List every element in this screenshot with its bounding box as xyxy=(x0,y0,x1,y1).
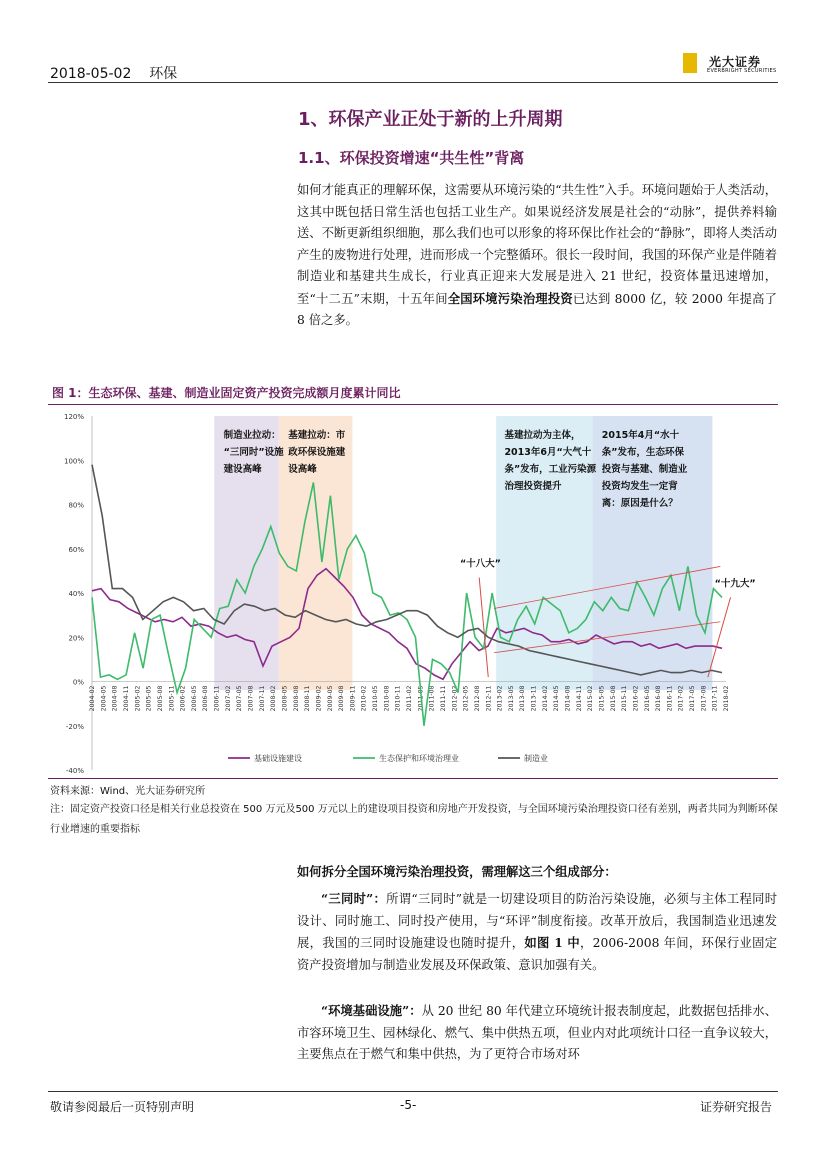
footer-divider xyxy=(48,1091,778,1092)
figure-bottom-rule xyxy=(48,778,778,779)
paragraph-breakdown-intro: 如何拆分全国环境污染治理投资，需理解这三个组成部分： xyxy=(297,864,617,879)
paragraph-infrastructure: “环境基础设施”：从 20 世纪 80 年代建立环境统计报表制度起，此数据包括排水、市容环境卫生、园林绿化、燃气、集中供热五项，但业内对此项统计口径一直争议较大，主要焦点在于燃气和集中供热，为了更符合市场对环 xyxy=(297,1003,777,1061)
x-tick-label: 2017-11 xyxy=(711,685,719,712)
header-divider xyxy=(48,82,778,83)
x-tick-label: 2017-02 xyxy=(677,685,685,712)
annotation-text: 基建拉动：市 xyxy=(288,430,346,441)
x-tick-label: 2005-05 xyxy=(145,685,153,712)
annotation-text: 治理投资提升 xyxy=(504,481,562,492)
x-tick-label: 2016-05 xyxy=(643,685,651,712)
x-tick-label: 2014-05 xyxy=(553,685,561,712)
x-tick-label: 2008-05 xyxy=(281,685,289,712)
section-subtitle: 1.1、环保投资增速“共生性”背离 xyxy=(298,149,525,167)
annotation-text: 政环保设施建 xyxy=(288,447,346,458)
x-tick-label: 2008-08 xyxy=(292,685,300,712)
x-tick-label: 2013-05 xyxy=(507,685,515,712)
x-tick-label: 2010-02 xyxy=(360,685,368,712)
x-tick-label: 2010-05 xyxy=(372,685,380,712)
y-tick-label: -20% xyxy=(65,722,84,731)
page-number: -5- xyxy=(400,1098,417,1112)
x-tick-label: 2014-08 xyxy=(564,685,572,712)
figure-source: 资料来源：Wind、光大证券研究所 xyxy=(50,786,206,797)
x-tick-label: 2006-02 xyxy=(179,685,187,712)
x-tick-label: 2018-02 xyxy=(723,685,730,712)
x-tick-label: 2004-11 xyxy=(122,685,130,712)
x-tick-label: 2012-02 xyxy=(451,685,459,712)
x-tick-label: 2004-08 xyxy=(111,685,119,712)
x-tick-label: 2011-11 xyxy=(439,685,447,712)
x-tick-label: 2013-11 xyxy=(530,685,538,712)
x-tick-label: 2012-11 xyxy=(485,685,493,712)
x-tick-label: 2009-08 xyxy=(338,685,346,712)
y-tick-label: 100% xyxy=(63,457,84,466)
x-tick-label: 2013-08 xyxy=(519,685,527,712)
footer-disclaimer: 敬请参阅最后一页特别声明 xyxy=(50,1100,195,1114)
x-tick-label: 2015-08 xyxy=(609,685,617,712)
x-tick-label: 2013-02 xyxy=(496,685,504,712)
annotation-box-2 xyxy=(282,424,362,481)
legend-item-3 xyxy=(498,753,548,763)
x-tick-label: 2016-11 xyxy=(666,685,674,712)
x-tick-label: 2014-02 xyxy=(541,685,549,712)
annotation-18th-congress: “十八大” xyxy=(459,558,501,570)
x-tick-label: 2009-11 xyxy=(349,685,357,712)
x-tick-label: 2017-05 xyxy=(689,685,697,712)
logo-text: 光大证券 xyxy=(709,55,762,69)
annotation-text: 离：原因是什么？ xyxy=(601,498,678,509)
x-tick-label: 2015-05 xyxy=(598,685,606,712)
logo-subtext: EVERBRIGHT SECURITIES xyxy=(707,68,777,74)
x-tick-label: 2004-02 xyxy=(89,685,96,712)
x-tick-label: 2017-08 xyxy=(700,685,708,712)
y-tick-label: -40% xyxy=(65,767,84,775)
header-date: 2018-05-02 环保 xyxy=(50,66,178,82)
x-tick-label: 2015-11 xyxy=(621,685,629,712)
x-tick-label: 2014-11 xyxy=(575,685,583,712)
section-title: 1、环保产业正处于新的上升周期 xyxy=(298,109,563,130)
legend-label: 制造业 xyxy=(524,754,548,763)
x-tick-label: 2004-05 xyxy=(100,685,108,712)
y-tick-label: 120% xyxy=(63,413,84,421)
y-tick-label: 80% xyxy=(68,501,84,510)
annotation-text: 2013年6月“大气十 xyxy=(504,447,592,458)
figure-caption: 图 1：生态环保、基建、制造业固定资产投资完成额月度累计同比 xyxy=(52,386,401,400)
x-tick-label: 2011-02 xyxy=(406,685,413,712)
x-tick-label: 2005-02 xyxy=(134,685,142,712)
x-tick-label: 2012-05 xyxy=(462,685,470,712)
x-tick-label: 2006-08 xyxy=(202,685,210,712)
x-tick-label: 2016-08 xyxy=(655,685,663,712)
paragraph-intro: 如何才能真正的理解环保，这需要从环境污染的“共生性”入手。环境问题始于人类活动，这其中既包括日常生活也包括工业生产。如果说经济发展是社会的“动脉”，提供养料输送、不断更新组织细胞，那么我们也可以形象的将环保比作社会的“静脉”，即将人类活动产生的废物进行处理，进而形成一个完整循环。很长一段时间，我国的环保产业是伴随着制造业和基建共生成长，行业真正迎来大发展是进入 21 世纪，投资体量迅速增加，至“十二五”末期，十五年间全国环境污染治理投资已达到 8000 亿，较 2000 年提高了 8 倍之多。 xyxy=(297,183,777,327)
legend-item-1 xyxy=(228,753,302,763)
annotation-box-4 xyxy=(596,424,716,515)
x-tick-label: 2006-11 xyxy=(213,685,221,712)
x-tick-label: 2007-02 xyxy=(224,685,232,712)
x-tick-label: 2011-05 xyxy=(417,685,425,712)
x-tick-label: 2011-08 xyxy=(428,685,436,712)
investment-growth-chart xyxy=(48,408,778,776)
y-tick-label: 20% xyxy=(68,634,84,643)
legend-label: 基础设施建设 xyxy=(254,754,302,763)
x-tick-label: 2006-05 xyxy=(190,685,198,712)
x-tick-label: 2015-02 xyxy=(587,685,595,712)
x-tick-label: 2005-08 xyxy=(156,685,164,712)
x-tick-label: 2009-05 xyxy=(326,685,334,712)
annotation-text: 条”发布，生态环保 xyxy=(601,447,685,458)
x-tick-label: 2007-08 xyxy=(247,685,255,712)
footer-report-type: 证券研究报告 xyxy=(700,1100,773,1114)
annotation-text: 制造业拉动： xyxy=(223,430,281,441)
annotation-text: “三同时”设施 xyxy=(223,447,284,458)
annotation-text: 建设高峰 xyxy=(223,464,262,475)
x-tick-label: 2012-08 xyxy=(473,685,481,712)
annotation-text: 投资均发生一定背 xyxy=(601,481,678,492)
y-tick-label: 60% xyxy=(68,545,84,554)
x-tick-label: 2005-11 xyxy=(168,685,176,712)
x-tick-label: 2007-05 xyxy=(236,685,244,712)
header-category: 环保 xyxy=(149,66,178,82)
annotation-text: 条”发布，工业污染源 xyxy=(504,464,597,475)
x-tick-label: 2010-08 xyxy=(383,685,391,712)
figure-note: 注：固定资产投资口径是相关行业总投资在 500 万元及500 万元以上的建设项目投资和房地产开发投资，与全国环境污染治理投资口径有差别，两者共同为判断环保行业增速的重要指标 xyxy=(50,804,778,835)
y-tick-label: 0% xyxy=(72,678,84,687)
annotation-text: 2015年4月“水十 xyxy=(601,430,680,441)
x-tick-label: 2008-02 xyxy=(270,685,278,712)
annotation-19th-congress: “十九大” xyxy=(714,578,756,590)
paragraph-three-simultaneous: “三同时”：所谓“三同时”就是一切建设项目的防治污染设施，必须与主体工程同时设计、同时施工、同时投产使用，与“环评”制度衔接。改革开放后，我国制造业迅速发展，我国的三同时设施建设也随时提升，如图 1 中，2006-2008 年间，环保行业固定资产投资增加与制造业发展及环保政策、意识加强有关。 xyxy=(297,891,778,972)
x-tick-label: 2010-11 xyxy=(394,685,402,712)
y-tick-label: 40% xyxy=(68,590,84,598)
x-tick-label: 2008-11 xyxy=(304,685,312,712)
legend-label: 生态保护和环境治理业 xyxy=(379,754,459,763)
x-tick-label: 2016-02 xyxy=(632,685,640,712)
annotation-text: 基建拉动为主体， xyxy=(504,430,581,441)
x-tick-label: 2007-11 xyxy=(258,685,266,712)
annotation-text: 设高峰 xyxy=(288,464,317,475)
logo-mark-icon xyxy=(683,53,697,73)
annotation-text: 投资与基建、制造业 xyxy=(601,464,688,475)
company-logo xyxy=(683,53,783,79)
annotation-box-3 xyxy=(498,424,608,498)
figure-top-rule xyxy=(48,404,778,405)
legend-item-2 xyxy=(353,753,459,763)
x-tick-label: 2009-02 xyxy=(315,685,323,712)
